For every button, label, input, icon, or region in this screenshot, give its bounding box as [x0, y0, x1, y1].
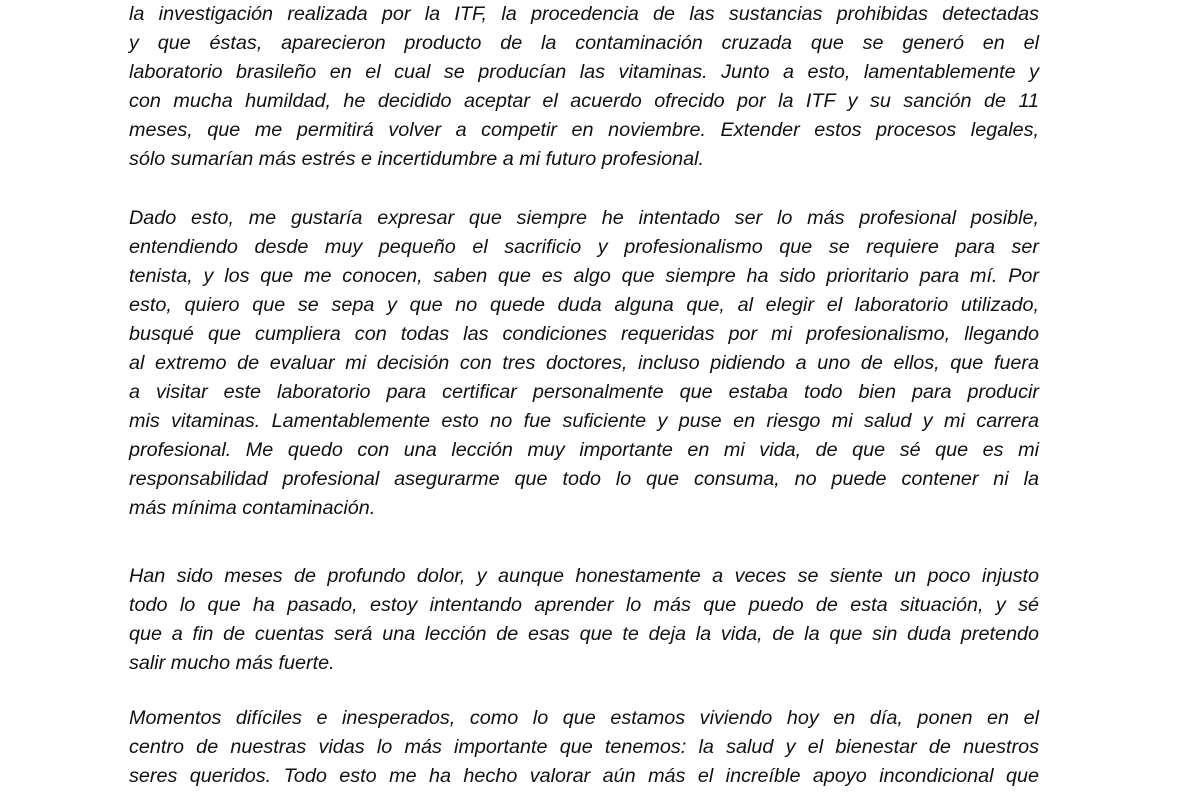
text-line: salir mucho más fuerte. [129, 652, 335, 674]
text-line: responsabilidad profesional asegurarme que todo lo que consuma, no puede contener ni la [129, 468, 1039, 490]
paragraph-3 [129, 562, 1039, 678]
text-line: y que éstas, aparecieron producto de la contaminación cruzada que se generó en el [129, 32, 1039, 54]
text-line: al extremo de evaluar mi decisión con tres doctores, incluso pidiendo a uno de ellos, que fuera [129, 352, 1039, 374]
paragraph-4 [129, 704, 1039, 791]
text-line: esto, quiero que se sepa y que no quede duda alguna que, al elegir el laboratorio utilizado, [129, 294, 1039, 316]
text-line: sólo sumarían más estrés e incertidumbre a mi futuro profesional. [129, 148, 705, 170]
text-line: centro de nuestras vidas lo más importante que tenemos: la salud y el bienestar de nuestros [129, 736, 1039, 758]
text-line: busqué que cumpliera con todas las condiciones requeridas por mi profesionalismo, llegando [129, 323, 1039, 345]
text-line: seres queridos. Todo esto me ha hecho valorar aún más el increíble apoyo incondicional que [129, 765, 1039, 787]
text-line: meses, que me permitirá volver a competir en noviembre. Extender estos procesos legales, [129, 119, 1039, 141]
text-line: Dado esto, me gustaría expresar que siempre he intentado ser lo más profesional posible, [129, 207, 1039, 229]
text-line: mis vitaminas. Lamentablemente esto no fue suficiente y puse en riesgo mi salud y mi carrera [129, 410, 1039, 432]
paragraph-1 [129, 0, 1039, 174]
text-line: laboratorio brasileño en el cual se producían las vitaminas. Junto a esto, lamentablemente y [129, 61, 1039, 83]
text-line: entendiendo desde muy pequeño el sacrificio y profesionalismo que se requiere para ser [129, 236, 1039, 258]
paragraph-2 [129, 204, 1039, 523]
text-line: más mínima contaminación. [129, 497, 376, 519]
text-line: Han sido meses de profundo dolor, y aunque honestamente a veces se siente un poco injusto [129, 565, 1039, 587]
text-line: tenista, y los que me conocen, saben que es algo que siempre ha sido prioritario para mí. Por [129, 265, 1039, 287]
text-line: todo lo que ha pasado, estoy intentando aprender lo más que puedo de esta situación, y sé [129, 594, 1039, 616]
text-line: profesional. Me quedo con una lección muy importante en mi vida, de que sé que es mi [129, 439, 1039, 461]
text-line: con mucha humildad, he decidido aceptar el acuerdo ofrecido por la ITF y su sanción de 11 [129, 90, 1039, 112]
text-line: la investigación realizada por la ITF, la procedencia de las sustancias prohibidas detectadas [129, 3, 1039, 25]
text-line: que a fin de cuentas será una lección de esas que te deja la vida, de la que sin duda pretendo [129, 623, 1039, 645]
text-line: a visitar este laboratorio para certificar personalmente que estaba todo bien para producir [129, 381, 1039, 403]
text-line: Momentos difíciles e inesperados, como lo que estamos viviendo hoy en día, ponen en el [129, 707, 1039, 729]
